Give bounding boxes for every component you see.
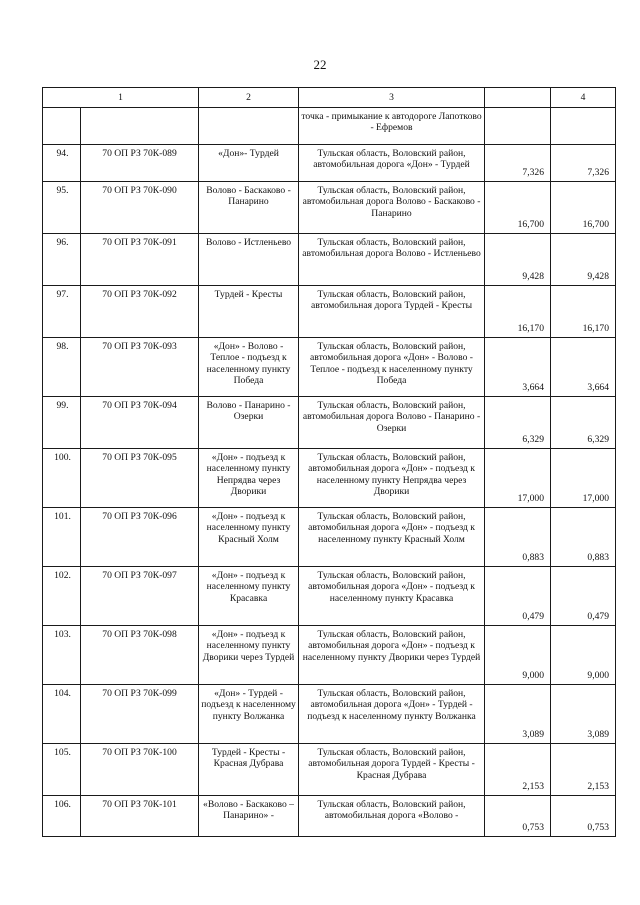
road-name: «Дон» - подъезд к населенному пункту Непрядва через Дворики [199, 449, 299, 508]
road-code: 70 ОП РЗ 70К-097 [81, 567, 199, 626]
road-name: «Дон»- Турдей [199, 145, 299, 182]
road-length-b: 2,153 [551, 744, 616, 796]
row-number: 98. [43, 338, 81, 397]
road-length-a [485, 108, 551, 145]
road-description: Тульская область, Воловский район, автомобильная дорога Турдей - Кресты - Красная Дубрава [299, 744, 485, 796]
road-code: 70 ОП РЗ 70К-092 [81, 286, 199, 338]
table-row [43, 449, 616, 508]
road-length-b: 3,664 [551, 338, 616, 397]
road-code: 70 ОП РЗ 70К-089 [81, 145, 199, 182]
road-name: Волово - Истленьево [199, 234, 299, 286]
column-header-1: 1 [43, 88, 199, 108]
road-description: Тульская область, Воловский район, автомобильная дорога «Дон» - подъезд к населенному пункту Красавка [299, 567, 485, 626]
road-description: Тульская область, Воловский район, автомобильная дорога «Дон» - подъезд к населенному пункту Непрядва через Дворики [299, 449, 485, 508]
road-length-a: 2,153 [485, 744, 551, 796]
road-length-a: 9,000 [485, 626, 551, 685]
road-description: Тульская область, Воловский район, автомобильная дорога «Дон» - Турдей - подъезд к населенному пункту Волжанка [299, 685, 485, 744]
road-length-a: 0,753 [485, 796, 551, 837]
road-length-b: 16,170 [551, 286, 616, 338]
table-row [43, 145, 616, 182]
road-code [81, 108, 199, 145]
road-description: Тульская область, Воловский район, автомобильная дорога «Волово - [299, 796, 485, 837]
road-length-a: 3,089 [485, 685, 551, 744]
road-code: 70 ОП РЗ 70К-090 [81, 182, 199, 234]
row-number: 104. [43, 685, 81, 744]
row-number: 101. [43, 508, 81, 567]
row-number: 99. [43, 397, 81, 449]
road-length-b [551, 108, 616, 145]
page-number: 22 [313, 57, 327, 72]
row-number: 100. [43, 449, 81, 508]
row-number: 106. [43, 796, 81, 837]
road-code: 70 ОП РЗ 70К-096 [81, 508, 199, 567]
road-length-b: 16,700 [551, 182, 616, 234]
road-name: «Дон» - подъезд к населенному пункту Дворики через Турдей [199, 626, 299, 685]
road-length-b: 0,479 [551, 567, 616, 626]
row-number: 102. [43, 567, 81, 626]
column-header-3: 3 [299, 88, 485, 108]
road-length-a: 3,664 [485, 338, 551, 397]
road-length-a: 7,326 [485, 145, 551, 182]
road-description: Тульская область, Воловский район, автомобильная дорога Волово - Истленьево [299, 234, 485, 286]
road-description: Тульская область, Воловский район, автомобильная дорога Волово - Панарино - Озерки [299, 397, 485, 449]
table-row [43, 508, 616, 567]
road-description: точка - примыкание к автодороге Лапотково - Ефремов [299, 108, 485, 145]
road-length-a: 0,479 [485, 567, 551, 626]
road-description: Тульская область, Воловский район, автомобильная дорога «Дон» - Турдей [299, 145, 485, 182]
table-header-row [43, 88, 616, 108]
road-name: Волово - Баскаково - Панарино [199, 182, 299, 234]
table-row [43, 286, 616, 338]
road-name: Турдей - Кресты [199, 286, 299, 338]
table-row [43, 182, 616, 234]
road-length-b: 17,000 [551, 449, 616, 508]
road-length-a: 6,329 [485, 397, 551, 449]
row-number: 103. [43, 626, 81, 685]
road-name: «Дон» - подъезд к населенному пункту Красный Холм [199, 508, 299, 567]
table-row [43, 567, 616, 626]
road-name: «Дон» - Турдей - подъезд к населенному пункту Волжанка [199, 685, 299, 744]
road-length-b: 0,883 [551, 508, 616, 567]
road-name: «Волово - Баскаково – Панарино» - [199, 796, 299, 837]
road-code: 70 ОП РЗ 70К-091 [81, 234, 199, 286]
road-name: Волово - Панарино - Озерки [199, 397, 299, 449]
road-length-a: 17,000 [485, 449, 551, 508]
table-row [43, 744, 616, 796]
road-length-b: 9,000 [551, 626, 616, 685]
road-code: 70 ОП РЗ 70К-101 [81, 796, 199, 837]
table-row [43, 234, 616, 286]
table-row [43, 397, 616, 449]
road-code: 70 ОП РЗ 70К-100 [81, 744, 199, 796]
road-description: Тульская область, Воловский район, автомобильная дорога «Дон» - подъезд к населенному пункту Красный Холм [299, 508, 485, 567]
road-name: Турдей - Кресты - Красная Дубрава [199, 744, 299, 796]
column-header-2: 2 [199, 88, 299, 108]
road-name [199, 108, 299, 145]
table-row [43, 626, 616, 685]
row-number: 105. [43, 744, 81, 796]
table-row [43, 685, 616, 744]
road-code: 70 ОП РЗ 70К-094 [81, 397, 199, 449]
road-length-b: 0,753 [551, 796, 616, 837]
road-code: 70 ОП РЗ 70К-093 [81, 338, 199, 397]
road-length-b: 7,326 [551, 145, 616, 182]
road-name: «Дон» - подъезд к населенному пункту Красавка [199, 567, 299, 626]
road-description: Тульская область, Воловский район, автомобильная дорога Турдей - Кресты [299, 286, 485, 338]
road-length-a: 0,883 [485, 508, 551, 567]
road-code: 70 ОП РЗ 70К-098 [81, 626, 199, 685]
road-code: 70 ОП РЗ 70К-099 [81, 685, 199, 744]
table-row [43, 338, 616, 397]
row-number: 94. [43, 145, 81, 182]
road-description: Тульская область, Воловский район, автомобильная дорога «Дон» - подъезд к населенному пункту Дворики через Турдей [299, 626, 485, 685]
road-name: «Дон» - Волово - Теплое - подъезд к населенному пункту Победа [199, 338, 299, 397]
row-number: 96. [43, 234, 81, 286]
column-header-4: 4 [551, 88, 616, 108]
road-length-b: 9,428 [551, 234, 616, 286]
road-length-b: 3,089 [551, 685, 616, 744]
road-length-a: 9,428 [485, 234, 551, 286]
roads-table [42, 87, 616, 837]
row-number: 95. [43, 182, 81, 234]
road-length-a: 16,700 [485, 182, 551, 234]
table-row [43, 796, 616, 837]
table-row-continuation [43, 108, 616, 145]
road-length-a: 16,170 [485, 286, 551, 338]
road-description: Тульская область, Воловский район, автомобильная дорога «Дон» - Волово - Теплое - подъезд к населенному пункту Победа [299, 338, 485, 397]
row-number [43, 108, 81, 145]
road-length-b: 6,329 [551, 397, 616, 449]
road-description: Тульская область, Воловский район, автомобильная дорога Волово - Баскаково - Панарино [299, 182, 485, 234]
row-number: 97. [43, 286, 81, 338]
road-code: 70 ОП РЗ 70К-095 [81, 449, 199, 508]
